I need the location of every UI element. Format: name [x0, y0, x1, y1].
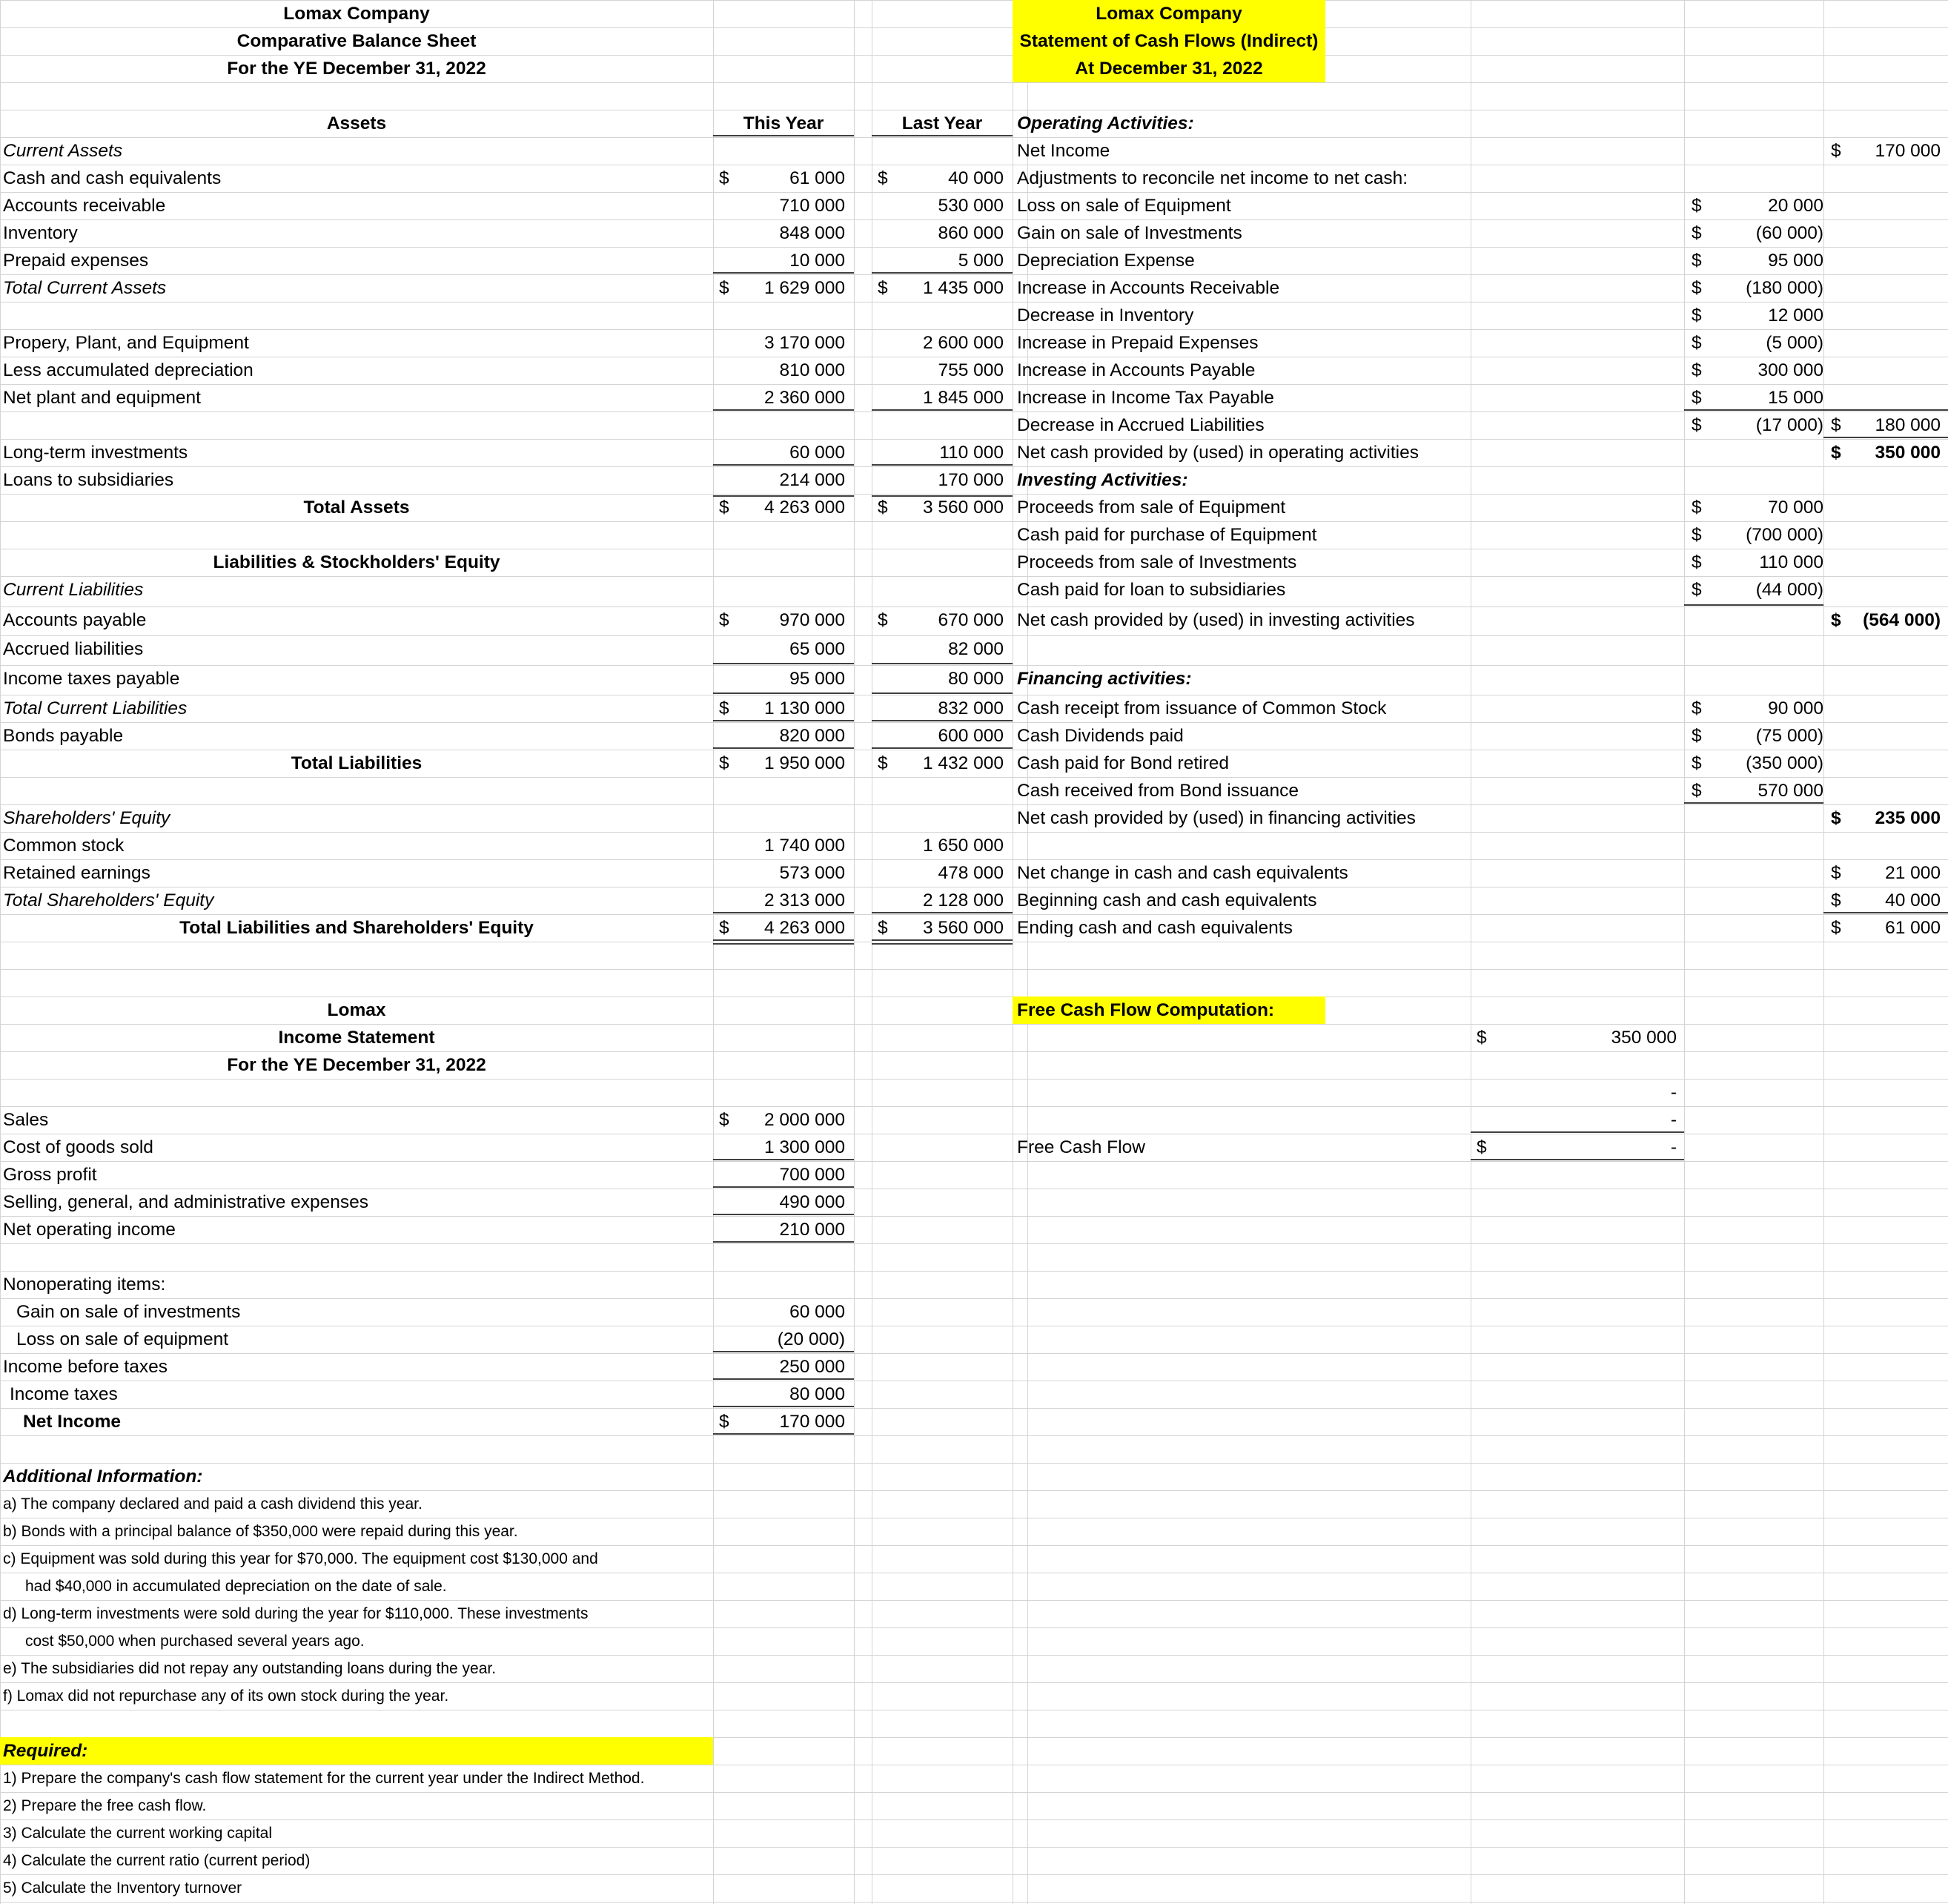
cash-flow-subtotal[interactable]: (44 000) [1755, 580, 1823, 600]
balance-sheet-label[interactable]: Total Shareholders' Equity [3, 890, 214, 910]
currency-symbol: $ [1831, 890, 1841, 910]
balance-sheet-label[interactable]: Accounts payable [3, 610, 147, 630]
income-statement-value[interactable]: (20 000) [777, 1329, 845, 1349]
this-year-value[interactable]: 810 000 [779, 360, 845, 380]
last-year-value[interactable]: 1 845 000 [923, 388, 1004, 408]
free-cash-flow-label[interactable]: Free Cash Flow [1017, 1137, 1145, 1157]
additional-info-line: f) Lomax did not repurchase any of its own stock during the year. [3, 1688, 449, 1705]
this-year-value[interactable]: 4 263 000 [764, 498, 845, 518]
last-year-value[interactable]: 80 000 [948, 669, 1004, 689]
this-year-value[interactable]: 2 360 000 [764, 388, 845, 408]
this-year-header: This Year [743, 113, 824, 133]
this-year-value[interactable]: 1 950 000 [764, 753, 845, 773]
balance-sheet-label[interactable]: Total Liabilities [291, 753, 423, 773]
income-statement-label[interactable]: Net operating income [3, 1220, 176, 1240]
currency-symbol: $ [719, 168, 729, 188]
currency-symbol: $ [1477, 1028, 1487, 1048]
cash-flow-label[interactable]: Cash paid for Bond retired [1017, 753, 1229, 773]
currency-symbol: $ [719, 498, 729, 518]
currency-symbol: $ [1831, 863, 1841, 883]
income-statement-value[interactable]: 2 000 000 [764, 1110, 845, 1130]
cash-flow-total[interactable]: 40 000 [1885, 890, 1941, 910]
free-cash-flow-value[interactable]: - [1670, 1110, 1677, 1130]
currency-symbol: $ [1831, 808, 1841, 828]
cash-flow-label[interactable]: Cash paid for loan to subsidiaries [1017, 580, 1286, 600]
currency-symbol: $ [719, 918, 729, 938]
cash-flow-label[interactable]: Increase in Income Tax Payable [1017, 388, 1274, 408]
cash-flow-total[interactable]: (564 000) [1863, 610, 1941, 630]
additional-info-line: e) The subsidiaries did not repay any outstanding loans during the year. [3, 1660, 497, 1677]
currency-symbol: $ [1692, 388, 1702, 408]
balance-sheet-label[interactable]: Propery, Plant, and Equipment [3, 333, 249, 353]
balance-sheet-label[interactable]: Inventory [3, 223, 78, 243]
cash-flow-label[interactable]: Gain on sale of Investments [1017, 223, 1242, 243]
last-year-value[interactable]: 3 560 000 [923, 498, 1004, 518]
this-year-value[interactable]: 95 000 [789, 669, 845, 689]
income-statement-value[interactable]: 210 000 [779, 1220, 845, 1240]
income-statement-label[interactable]: Sales [3, 1110, 49, 1130]
income-statement-label[interactable]: Income before taxes [3, 1357, 168, 1377]
cash-flow-title: Lomax Company [1096, 4, 1242, 24]
cash-flow-total[interactable]: 61 000 [1885, 918, 1941, 938]
currency-symbol: $ [1692, 360, 1702, 380]
this-year-value[interactable]: 3 170 000 [764, 333, 845, 353]
cash-flow-subtotal[interactable]: (5 000) [1766, 333, 1823, 353]
balance-sheet-label[interactable]: Less accumulated depreciation [3, 360, 254, 380]
cash-flow-label[interactable]: Adjustments to reconcile net income to net cash: [1017, 168, 1408, 188]
currency-symbol: $ [1831, 918, 1841, 938]
this-year-value[interactable]: 61 000 [789, 168, 845, 188]
income-statement-label[interactable]: Net Income [23, 1412, 122, 1432]
additional-info-line: a) The company declared and paid a cash dividend this year. [3, 1495, 423, 1513]
currency-symbol: $ [1831, 415, 1841, 435]
last-year-value[interactable]: 832 000 [938, 698, 1004, 718]
cash-flow-subtotal[interactable]: 570 000 [1757, 781, 1823, 801]
cash-flow-total[interactable]: 235 000 [1875, 808, 1941, 828]
income-statement-value[interactable]: 700 000 [779, 1165, 845, 1185]
cash-flow-subtotal[interactable]: (60 000) [1755, 223, 1823, 243]
currency-symbol: $ [1692, 580, 1702, 600]
last-year-value[interactable]: 1 432 000 [923, 753, 1004, 773]
this-year-value[interactable]: 10 000 [789, 251, 845, 271]
cash-flow-subtotal[interactable]: 95 000 [1768, 251, 1823, 271]
last-year-value[interactable]: 670 000 [938, 610, 1004, 630]
free-cash-flow-value[interactable]: - [1670, 1137, 1677, 1157]
cash-flow-total[interactable]: 170 000 [1875, 141, 1941, 161]
income-statement-label[interactable]: Income taxes [10, 1384, 118, 1404]
balance-sheet-label[interactable]: Bonds payable [3, 726, 124, 746]
balance-sheet-label[interactable]: Accounts receivable [3, 196, 166, 216]
currency-symbol: $ [1477, 1137, 1487, 1157]
balance-sheet-label[interactable]: Cash and cash equivalents [3, 168, 222, 188]
income-statement-label[interactable]: Cost of goods sold [3, 1137, 153, 1157]
last-year-value[interactable]: 5 000 [958, 251, 1004, 271]
last-year-value[interactable]: 600 000 [938, 726, 1004, 746]
this-year-value[interactable]: 970 000 [779, 610, 845, 630]
income-statement-title: Lomax [327, 1000, 386, 1020]
cash-flow-subtotal[interactable]: (75 000) [1755, 726, 1823, 746]
cash-flow-subtotal[interactable]: 90 000 [1768, 698, 1823, 718]
balance-sheet-label[interactable]: Total Current Liabilities [3, 698, 188, 718]
balance-sheet-label[interactable]: Shareholders' Equity [3, 808, 170, 828]
last-year-value[interactable]: 478 000 [938, 863, 1004, 883]
cash-flow-label[interactable]: Cash received from Bond issuance [1017, 781, 1299, 801]
last-year-value[interactable]: 860 000 [938, 223, 1004, 243]
balance-sheet-label[interactable]: Retained earnings [3, 863, 150, 883]
this-year-value[interactable]: 4 263 000 [764, 918, 845, 938]
required-line: 1) Prepare the company's cash flow statement for the current year under the Indirect Method. [3, 1770, 645, 1787]
balance-sheet-label[interactable]: Accrued liabilities [3, 639, 144, 659]
currency-symbol: $ [878, 278, 888, 298]
currency-symbol: $ [1692, 781, 1702, 801]
currency-symbol: $ [878, 498, 888, 518]
currency-symbol: $ [1692, 726, 1702, 746]
balance-sheet-label[interactable]: Prepaid expenses [3, 251, 149, 271]
cash-flow-subtotal[interactable]: 12 000 [1768, 305, 1823, 325]
additional-info-line: c) Equipment was sold during this year for $70,000. The equipment cost $130,000 and [3, 1550, 598, 1567]
income-statement-title: For the YE December 31, 2022 [227, 1055, 486, 1075]
balance-sheet-label[interactable]: Common stock [3, 836, 125, 856]
cash-flow-total[interactable]: 350 000 [1875, 443, 1941, 463]
last-year-value[interactable]: 2 600 000 [923, 333, 1004, 353]
cash-flow-label[interactable]: Increase in Prepaid Expenses [1017, 333, 1259, 353]
cash-flow-total[interactable]: 180 000 [1875, 415, 1941, 435]
balance-sheet-label[interactable]: Total Liabilities and Shareholders' Equity [179, 918, 534, 938]
this-year-value[interactable]: 1 629 000 [764, 278, 845, 298]
this-year-value[interactable]: 65 000 [789, 639, 845, 659]
last-year-value[interactable]: 82 000 [948, 639, 1004, 659]
required-line: 3) Calculate the current working capital [3, 1825, 273, 1842]
cash-flow-title: Statement of Cash Flows (Indirect) [1019, 31, 1319, 51]
balance-sheet-label[interactable]: Net plant and equipment [3, 388, 201, 408]
cash-flow-total[interactable]: 21 000 [1885, 863, 1941, 883]
cash-flow-label[interactable]: Loss on sale of Equipment [1017, 196, 1231, 216]
cash-flow-subtotal[interactable]: 300 000 [1757, 360, 1823, 380]
income-statement-value[interactable]: 60 000 [789, 1302, 845, 1322]
cash-flow-label[interactable]: Net cash provided by (used) in financing activities [1017, 808, 1416, 828]
balance-sheet-label[interactable]: Total Assets [303, 498, 410, 518]
balance-sheet-label[interactable]: Total Current Assets [3, 278, 167, 298]
cash-flow-subtotal[interactable]: (180 000) [1746, 278, 1823, 298]
this-year-value[interactable]: 1 130 000 [764, 698, 845, 718]
last-year-value[interactable]: 170 000 [938, 470, 1004, 490]
cash-flow-label[interactable]: Operating Activities: [1017, 113, 1194, 133]
currency-symbol: $ [719, 610, 729, 630]
cash-flow-label[interactable]: Increase in Accounts Receivable [1017, 278, 1280, 298]
income-statement-value[interactable]: 1 300 000 [764, 1137, 845, 1157]
currency-symbol: $ [719, 698, 729, 718]
currency-symbol: $ [1692, 698, 1702, 718]
income-statement-label[interactable]: Gain on sale of investments [16, 1302, 241, 1322]
this-year-value[interactable]: 60 000 [789, 443, 845, 463]
last-year-value[interactable]: 1 650 000 [923, 836, 1004, 856]
currency-symbol: $ [1692, 525, 1702, 545]
cash-flow-label[interactable]: Ending cash and cash equivalents [1017, 918, 1293, 938]
currency-symbol: $ [1692, 415, 1702, 435]
currency-symbol: $ [1831, 610, 1841, 630]
income-statement-label[interactable]: Gross profit [3, 1165, 97, 1185]
this-year-value[interactable]: 820 000 [779, 726, 845, 746]
free-cash-flow-value[interactable]: - [1670, 1082, 1677, 1103]
balance-sheet-title: Comparative Balance Sheet [236, 31, 477, 51]
cash-flow-title: At December 31, 2022 [1075, 59, 1263, 79]
currency-symbol: $ [719, 753, 729, 773]
balance-sheet-label[interactable]: Long-term investments [3, 443, 188, 463]
cash-flow-subtotal[interactable]: (700 000) [1746, 525, 1823, 545]
income-statement-label[interactable]: Loss on sale of equipment [16, 1329, 229, 1349]
this-year-value[interactable]: 710 000 [779, 196, 845, 216]
cash-flow-label[interactable]: Net Income [1017, 141, 1110, 161]
currency-symbol: $ [1692, 305, 1702, 325]
last-year-value[interactable]: 2 128 000 [923, 890, 1004, 910]
income-statement-title: Income Statement [278, 1028, 435, 1048]
last-year-value[interactable]: 110 000 [939, 443, 1004, 463]
required-line: 2) Prepare the free cash flow. [3, 1797, 207, 1814]
cash-flow-subtotal[interactable]: (17 000) [1755, 415, 1823, 435]
cash-flow-label[interactable]: Net cash provided by (used) in operating activities [1017, 443, 1419, 463]
free-cash-flow-value[interactable]: 350 000 [1611, 1028, 1677, 1048]
currency-symbol: $ [1692, 223, 1702, 243]
cash-flow-subtotal[interactable]: 20 000 [1768, 196, 1823, 216]
income-statement-value[interactable]: 490 000 [779, 1192, 845, 1212]
income-statement-value[interactable]: 80 000 [789, 1384, 845, 1404]
balance-sheet-label[interactable]: Income taxes payable [3, 669, 180, 689]
last-year-value[interactable]: 1 435 000 [923, 278, 1004, 298]
currency-symbol: $ [1831, 141, 1841, 161]
income-statement-label[interactable]: Selling, general, and administrative expenses [3, 1192, 369, 1212]
currency-symbol: $ [719, 278, 729, 298]
cash-flow-label[interactable]: Financing activities: [1017, 669, 1192, 689]
cash-flow-label[interactable]: Increase in Accounts Payable [1017, 360, 1256, 380]
required-line: 4) Calculate the current ratio (current period) [3, 1852, 311, 1869]
this-year-value[interactable]: 573 000 [779, 863, 845, 883]
cash-flow-subtotal[interactable]: 15 000 [1768, 388, 1823, 408]
cash-flow-label[interactable]: Beginning cash and cash equivalents [1017, 890, 1317, 910]
currency-symbol: $ [1692, 552, 1702, 572]
cash-flow-subtotal[interactable]: 70 000 [1768, 498, 1823, 518]
this-year-value[interactable]: 214 000 [779, 470, 845, 490]
income-statement-value[interactable]: 250 000 [779, 1357, 845, 1377]
free-cash-flow-title: Free Cash Flow Computation: [1017, 1000, 1275, 1020]
required-title: Required: [3, 1741, 88, 1761]
cash-flow-label[interactable]: Net change in cash and cash equivalents [1017, 863, 1348, 883]
cash-flow-subtotal[interactable]: 110 000 [1759, 552, 1823, 572]
balance-sheet-label[interactable]: Liabilities & Stockholders' Equity [213, 552, 500, 572]
required-line: 5) Calculate the Inventory turnover [3, 1880, 242, 1897]
additional-info-line: cost $50,000 when purchased several years ago. [25, 1633, 365, 1650]
currency-symbol: $ [1692, 498, 1702, 518]
balance-sheet-label[interactable]: Current Assets [3, 141, 123, 161]
balance-sheet-title: For the YE December 31, 2022 [227, 59, 486, 79]
cash-flow-label[interactable]: Proceeds from sale of Investments [1017, 552, 1297, 572]
additional-info-line: b) Bonds with a principal balance of $350,000 were repaid during this year. [3, 1523, 518, 1540]
cash-flow-label[interactable]: Decrease in Inventory [1017, 305, 1194, 325]
cash-flow-label[interactable]: Cash receipt from issuance of Common Stock [1017, 698, 1387, 718]
additional-info-line: had $40,000 in accumulated depreciation on the date of sale. [25, 1578, 447, 1595]
currency-symbol: $ [1692, 278, 1702, 298]
currency-symbol: $ [719, 1412, 729, 1432]
this-year-value[interactable]: 1 740 000 [764, 836, 845, 856]
cash-flow-label[interactable]: Decrease in Accrued Liabilities [1017, 415, 1265, 435]
balance-sheet-label[interactable]: Current Liabilities [3, 580, 144, 600]
this-year-value[interactable]: 848 000 [779, 223, 845, 243]
currency-symbol: $ [878, 918, 888, 938]
currency-symbol: $ [1692, 753, 1702, 773]
cash-flow-label[interactable]: Cash paid for purchase of Equipment [1017, 525, 1317, 545]
last-year-value[interactable]: 40 000 [948, 168, 1004, 188]
this-year-value[interactable]: 2 313 000 [764, 890, 845, 910]
balance-sheet-label[interactable]: Loans to subsidiaries [3, 470, 174, 490]
income-statement-value[interactable]: 170 000 [779, 1412, 845, 1432]
currency-symbol: $ [1692, 196, 1702, 216]
currency-symbol: $ [719, 1110, 729, 1130]
cash-flow-label[interactable]: Proceeds from sale of Equipment [1017, 498, 1286, 518]
currency-symbol: $ [1831, 443, 1841, 463]
last-year-header: Last Year [901, 113, 983, 133]
balance-sheet-title: Lomax Company [283, 4, 430, 24]
last-year-value[interactable]: 530 000 [938, 196, 1004, 216]
cash-flow-label[interactable]: Net cash provided by (used) in investing activities [1017, 610, 1415, 630]
assets-header: Assets [326, 113, 387, 133]
last-year-value[interactable]: 3 560 000 [923, 918, 1004, 938]
currency-symbol: $ [1692, 251, 1702, 271]
additional-info-title: Additional Information: [3, 1467, 203, 1487]
income-statement-label[interactable]: Nonoperating items: [3, 1275, 166, 1295]
cash-flow-subtotal[interactable]: (350 000) [1746, 753, 1823, 773]
currency-symbol: $ [878, 753, 888, 773]
additional-info-line: d) Long-term investments were sold during the year for $110,000. These investments [3, 1605, 589, 1622]
cash-flow-label[interactable]: Cash Dividends paid [1017, 726, 1184, 746]
cash-flow-label[interactable]: Depreciation Expense [1017, 251, 1195, 271]
cash-flow-label[interactable]: Investing Activities: [1017, 470, 1188, 490]
currency-symbol: $ [1692, 333, 1702, 353]
currency-symbol: $ [878, 168, 888, 188]
last-year-value[interactable]: 755 000 [938, 360, 1004, 380]
currency-symbol: $ [878, 610, 888, 630]
